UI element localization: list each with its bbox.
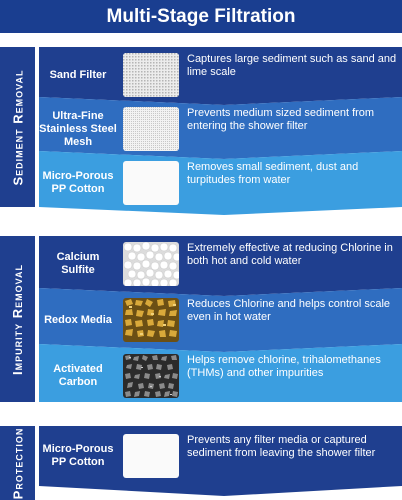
section-side-label [0,426,35,500]
filter-row [39,348,402,404]
filter-row [39,292,402,348]
filter-description: Removes small sediment, dust and turpitudes from water [187,161,359,186]
section-title: Protection [10,427,26,499]
activated-carbon-swatch [123,354,179,398]
filter-row [39,428,402,484]
filter-description: Extremely effective at reducing Chlorine in both hot and cold water [187,242,393,267]
section-side-label [0,47,35,207]
filter-name: Micro-Porous PP Cotton [42,170,114,195]
filter-description: Captures large sediment such as sand and lime scale [187,53,397,78]
sand-filter-swatch [123,53,179,97]
filter-name: Ultra-Fine Stainless Steel Mesh [39,109,117,148]
pp-cotton-swatch [123,161,179,205]
section-impurity-removal [0,236,402,402]
page-title: Multi-Stage Filtration [0,0,402,33]
section-title: Impurity Removal [10,263,26,375]
filter-row [39,155,402,211]
filter-row [39,101,402,157]
filter-description: Prevents any filter media or captured sediment from leaving the shower filter [187,434,376,459]
filter-row [39,236,402,292]
filter-name: Micro-Porous PP Cotton [42,443,114,468]
filter-name: Calcium Sulfite [56,251,100,276]
section-protection [0,426,402,500]
steel-mesh-swatch [123,107,179,151]
filter-row [39,47,402,103]
calcium-sulfite-swatch [123,242,179,286]
filter-description: Helps remove chlorine, trihalomethanes (THMs) and other impurities [187,354,381,379]
filter-description: Reduces Chlorine and helps control scale even in hot water [187,298,391,323]
section-side-label [0,236,35,402]
section-sediment-removal [0,47,402,207]
filter-name: Activated Carbon [53,363,103,388]
pp-cotton-swatch [123,434,179,478]
filter-name: Redox Media [44,313,112,326]
section-title: Sediment Removal [10,68,26,186]
redox-media-swatch [123,298,179,342]
filter-description: Prevents medium sized sediment from entering the shower filter [187,107,375,132]
filter-name: Sand Filter [49,68,107,81]
